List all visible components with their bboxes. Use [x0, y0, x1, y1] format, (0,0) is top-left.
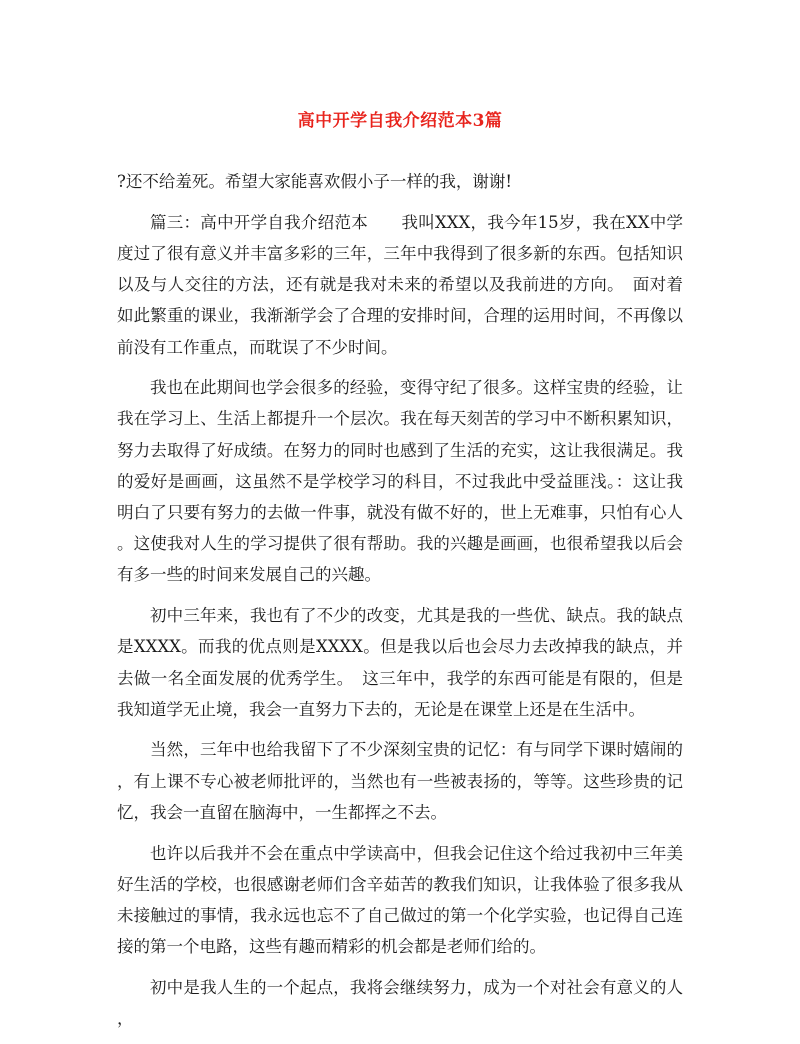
paragraph-starting-point: 初中是我人生的一个起点，我将会继续努力，成为一个对社会有意义的人，: [117, 977, 683, 1029]
paragraph-changes: 初中三年来，我也有了不少的改变，尤其是我的一些优、缺点。我的缺点是XXXX。而我的优点则是XXXX。但是我以后也会尽力去改掉我的缺点，并去做一名全面发展的优秀学生。 这三年中，我学的东西可能是有限的，但是我知道学无止境，我会一直努力下去的，无论是在课堂上还是在生活中。: [117, 606, 683, 719]
paragraph-memories: 当然，三年中也给我留下了不少深刻宝贵的记忆：有与同学下课时嬉闹的，有上课不专心被老师批评的，当然也有一些被表扬的，等等。这些珍贵的记忆，我会一直留在脑海中，一生都挥之不去。: [117, 740, 683, 822]
document-body: [117, 166, 683, 1044]
paragraph-section-three-intro: 篇三：高中开学自我介绍范本 我叫XXX，我今年15岁，我在XX中学度过了很有意义并丰富多彩的三年，三年中我得到了很多新的东西。包括知识以及与人交往的方法，还有就是我对未来的希望以及我前进的方向。 面对着如此繁重的课业，我渐渐学会了合理的安排时间，合理的运用时间，不再像以前没有工作重点，而耽误了不少时间。: [117, 212, 683, 357]
paragraph-continuation: ?还不给羞死。希望大家能喜欢假小子一样的我，谢谢!: [117, 172, 512, 191]
paragraph-gratitude: 也许以后我并不会在重点中学读高中，但我会记住这个给过我初中三年美好生活的学校，也很感谢老师们含辛茹苦的教我们知识，让我体验了很多我从未接触过的事情，我永远也忘不了自己做过的第一个化学实验，也记得自己连接的第一个电路，这些有趣而精彩的机会都是老师们给的。: [117, 843, 683, 957]
document-title: 高中开学自我介绍范本3篇: [297, 111, 503, 131]
paragraph-experience: 我也在此期间也学会很多的经验，变得守纪了很多。这样宝贵的经验，让我在学习上、生活上都提升一个层次。我在每天刻苦的学习中不断积累知识，努力去取得了好成绩。在努力的同时也感到了生活的充实，这让我很满足。我的爱好是画画，这虽然不是学校学习的科目，不过我此中受益匪浅。：这让我明白了只要有努力的去做一件事，就没有做不好的，世上无难事，只怕有心人。这使我对人生的学习提供了很有帮助。我的兴趣是画画，也很希望我以后会有多一些的时间来发展自己的兴趣。: [117, 378, 683, 585]
